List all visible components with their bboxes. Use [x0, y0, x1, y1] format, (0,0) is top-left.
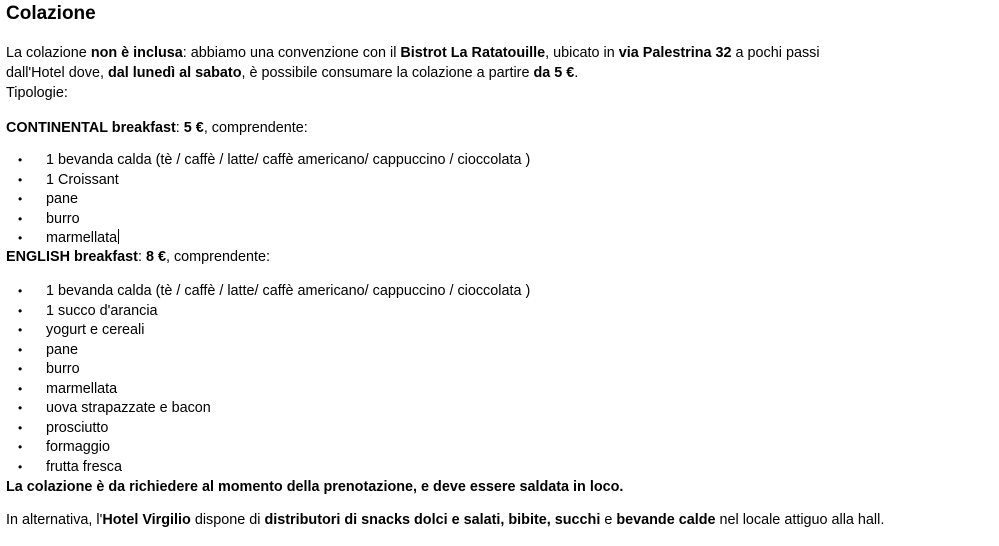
hotel-name: Hotel Virgilio	[102, 512, 191, 528]
bistrot-name: Bistrot La Ratatouille	[400, 45, 546, 61]
intro-text: La colazione	[6, 45, 91, 61]
heading-colon: :	[137, 249, 146, 265]
english-heading	[6, 248, 270, 267]
intro-text: : abbiamo una convenzione con il	[182, 45, 401, 61]
english-title: ENGLISH breakfast	[6, 249, 138, 265]
intro-text: , è possibile consumare la colazione a partire	[241, 65, 534, 81]
bullet-icon: •	[18, 342, 23, 357]
list-item-label: formaggio	[46, 439, 110, 455]
list-item-label: marmellata	[46, 380, 118, 397]
list-item-label: 1 succo d'arancia	[46, 302, 158, 319]
types-label: Tipologie:	[6, 85, 68, 101]
intro-text: dall'Hotel dove,	[6, 65, 108, 81]
continental-list	[6, 151, 530, 249]
alt-text: dispone di	[190, 512, 265, 528]
alt-text: e	[600, 512, 617, 528]
continental-heading	[6, 119, 308, 138]
list-item	[6, 282, 530, 302]
alternative-line	[6, 511, 884, 530]
bistrot-address: via Palestrina 32	[618, 45, 732, 61]
bullet-icon: •	[18, 284, 23, 298]
list-item-label: uova strapazzate e bacon	[46, 400, 211, 416]
intro-bold: non è inclusa	[90, 45, 183, 61]
list-item	[6, 360, 530, 380]
bullet-icon: •	[18, 401, 23, 415]
bullet-icon: •	[18, 459, 23, 474]
list-item	[6, 151, 530, 171]
list-item-label: pane	[46, 191, 79, 207]
list-item-label: prosciutto	[46, 419, 109, 436]
bullet-icon: •	[18, 420, 23, 435]
bullet-icon: •	[18, 303, 23, 318]
continental-title: CONTINENTAL breakfast	[6, 120, 176, 136]
list-item	[6, 190, 530, 210]
alt-text: nel locale attiguo alla hall.	[715, 512, 885, 528]
alt-text: In alternativa, l'	[6, 512, 103, 528]
bullet-icon: •	[18, 231, 23, 245]
list-item-label: yogurt e cereali	[46, 322, 145, 338]
list-item	[6, 229, 530, 249]
list-item	[6, 438, 530, 458]
list-item-label: 1 Croissant	[46, 171, 119, 188]
continental-price: 5 €	[183, 120, 204, 136]
bullet-icon: •	[18, 362, 23, 376]
bullet-icon: •	[18, 153, 23, 167]
list-item	[6, 341, 530, 361]
page-title: Colazione	[6, 3, 96, 24]
bullet-icon: •	[18, 323, 23, 337]
intro-line-2	[6, 64, 578, 83]
list-item	[6, 210, 530, 230]
list-item	[6, 380, 530, 400]
intro-text: , ubicato in	[545, 45, 619, 61]
list-item-label: burro	[46, 210, 80, 227]
list-item-label: frutta fresca	[46, 458, 122, 475]
bullet-icon: •	[18, 211, 23, 226]
list-item	[6, 171, 530, 191]
bullet-icon: •	[18, 192, 23, 206]
english-list	[6, 282, 530, 477]
list-item	[6, 321, 530, 341]
intro-text: a pochi passi	[731, 45, 820, 61]
heading-colon: :	[175, 120, 184, 136]
intro-price: da 5 €	[533, 65, 575, 81]
list-item	[6, 302, 530, 322]
intro-days: dal lunedì al sabato	[107, 65, 242, 81]
english-price: 8 €	[145, 249, 166, 265]
list-item	[6, 399, 530, 419]
heading-rest: , comprendente:	[165, 249, 270, 265]
booking-note	[6, 478, 623, 497]
bullet-icon: •	[18, 440, 23, 454]
list-item	[6, 419, 530, 439]
booking-note-text: La colazione è da richiedere al momento della prenotazione, e deve essere saldata in loco.	[6, 479, 624, 495]
intro-text: .	[574, 65, 579, 81]
list-item-label: burro	[46, 361, 80, 377]
list-item-label: marmellata	[46, 230, 118, 246]
list-item-label: pane	[46, 341, 79, 358]
intro-line-1	[6, 44, 820, 63]
bullet-icon: •	[18, 172, 23, 187]
bullet-icon: •	[18, 381, 23, 396]
heading-rest: , comprendente:	[203, 120, 308, 136]
list-item-label: 1 bevanda calda (tè / caffè / latte/ caffè americano/ cappuccino / cioccolata )	[46, 152, 531, 168]
hot-drinks-text: bevande calde	[616, 512, 716, 528]
snacks-text: distributori di snacks dolci e salati, bibite, succhi	[264, 512, 601, 528]
list-item	[6, 458, 530, 478]
list-item-label: 1 bevanda calda (tè / caffè / latte/ caffè americano/ cappuccino / cioccolata )	[46, 283, 531, 299]
text-cursor	[118, 229, 119, 244]
